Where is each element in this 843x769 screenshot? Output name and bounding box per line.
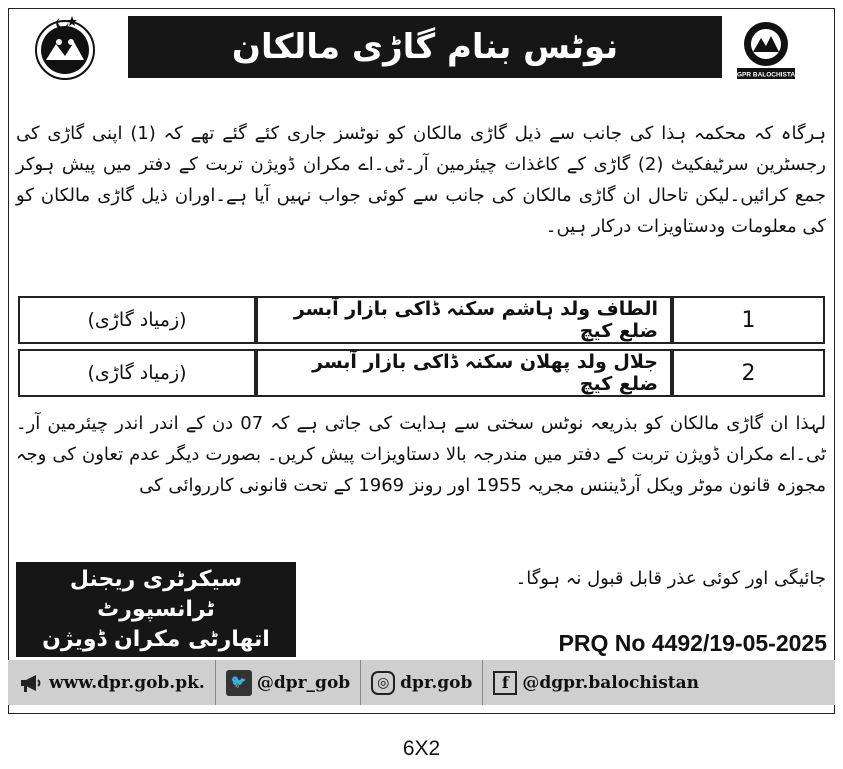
notice-paragraph-2-end: جائیگی اور کوئی عذر قابل قبول نہ ہوگا۔ [515, 568, 826, 589]
footer-facebook[interactable] [483, 660, 709, 705]
facebook-handle[interactable]: @dgpr.balochistan [522, 672, 700, 693]
ad-size-label: 6X2 [402, 737, 441, 760]
owner-name: الطاف ولد ہاشم سکنہ ڈاکی بازار آبسر ضلع کیچ [256, 296, 672, 344]
megaphone-icon [18, 670, 44, 696]
vehicle-type: (زمیاد گاڑی) [18, 296, 256, 344]
notice-paragraph-2: لہذا ان گاڑی مالکان کو بذریعہ نوٹس سختی سے ہدایت کی جاتی ہے کہ 07 دن کے اندر اندر چیئرمین آر۔ٹی۔اے مکران ڈویژن تربت کے دفتر میں مندرجہ بالا دستاویزات پیش کریں۔ بصورت دیگر عدم تعاون کی وجہ مجوزہ قانون موٹر ویکل آرڈیننس مجریہ 1955 اور رونز 1969 کے تحت قانونی کارروائی کی [16, 413, 826, 496]
signature-line-2: اتھارٹی مکران ڈویژن [42, 626, 270, 652]
vehicle-type: (زمیاد گاڑی) [18, 349, 256, 397]
owners-table [18, 291, 825, 402]
twitter-icon: 🐦 [226, 670, 252, 696]
footer-instagram[interactable] [361, 660, 483, 705]
dgpr-logo [733, 12, 799, 82]
signature-block [16, 562, 296, 657]
row-number: 1 [672, 296, 825, 344]
footer-bar [8, 660, 835, 705]
table-row [18, 349, 825, 397]
instagram-icon: ◎ [371, 671, 395, 695]
instagram-handle[interactable]: dpr.gob [400, 672, 473, 693]
table-row [18, 296, 825, 344]
notice-paragraph-1: ہرگاہ کہ محکمہ ہذا کی جانب سے ذیل گاڑی مالکان کو نوٹسز جاری کئے گئے تھے کہ (1) اپنی گاڑی کی رجسٹرین سرٹیفکیٹ (2) گاڑی کے کاغذات چیئرمین آر۔ٹی۔اے مکران ڈویژن تربت کے دفتر میں پیش ہوکر جمع کرائیں۔لیکن تاحال ان گاڑی مالکان کی جانب سے کوئی جواب نہیں آیا ہے۔اوران ذیل گاڑی مالکان کو کی معلومات ودستاویزات درکار ہیں۔ [16, 123, 826, 237]
row-number: 2 [672, 349, 825, 397]
balochistan-emblem-logo [32, 12, 98, 82]
notice-title: نوٹس بنام گاڑی مالکان [128, 16, 722, 78]
signature-line-1: سیکرٹری ریجنل ٹرانسپورٹ [69, 566, 243, 622]
owner-name: جلال ولد پھلان سکنہ ڈاکی بازار آبسر ضلع کیچ [256, 349, 672, 397]
footer-twitter[interactable] [216, 660, 361, 705]
twitter-handle[interactable]: @dpr_gob [256, 672, 351, 693]
dgpr-logo-caption: DGPR BALOCHISTAN [733, 71, 799, 79]
footer-website[interactable] [8, 660, 216, 705]
prq-number: PRQ No 4492/19-05-2025 [558, 630, 827, 656]
website-link[interactable]: www.dpr.gob.pk. [49, 672, 205, 693]
facebook-icon: f [493, 671, 517, 695]
